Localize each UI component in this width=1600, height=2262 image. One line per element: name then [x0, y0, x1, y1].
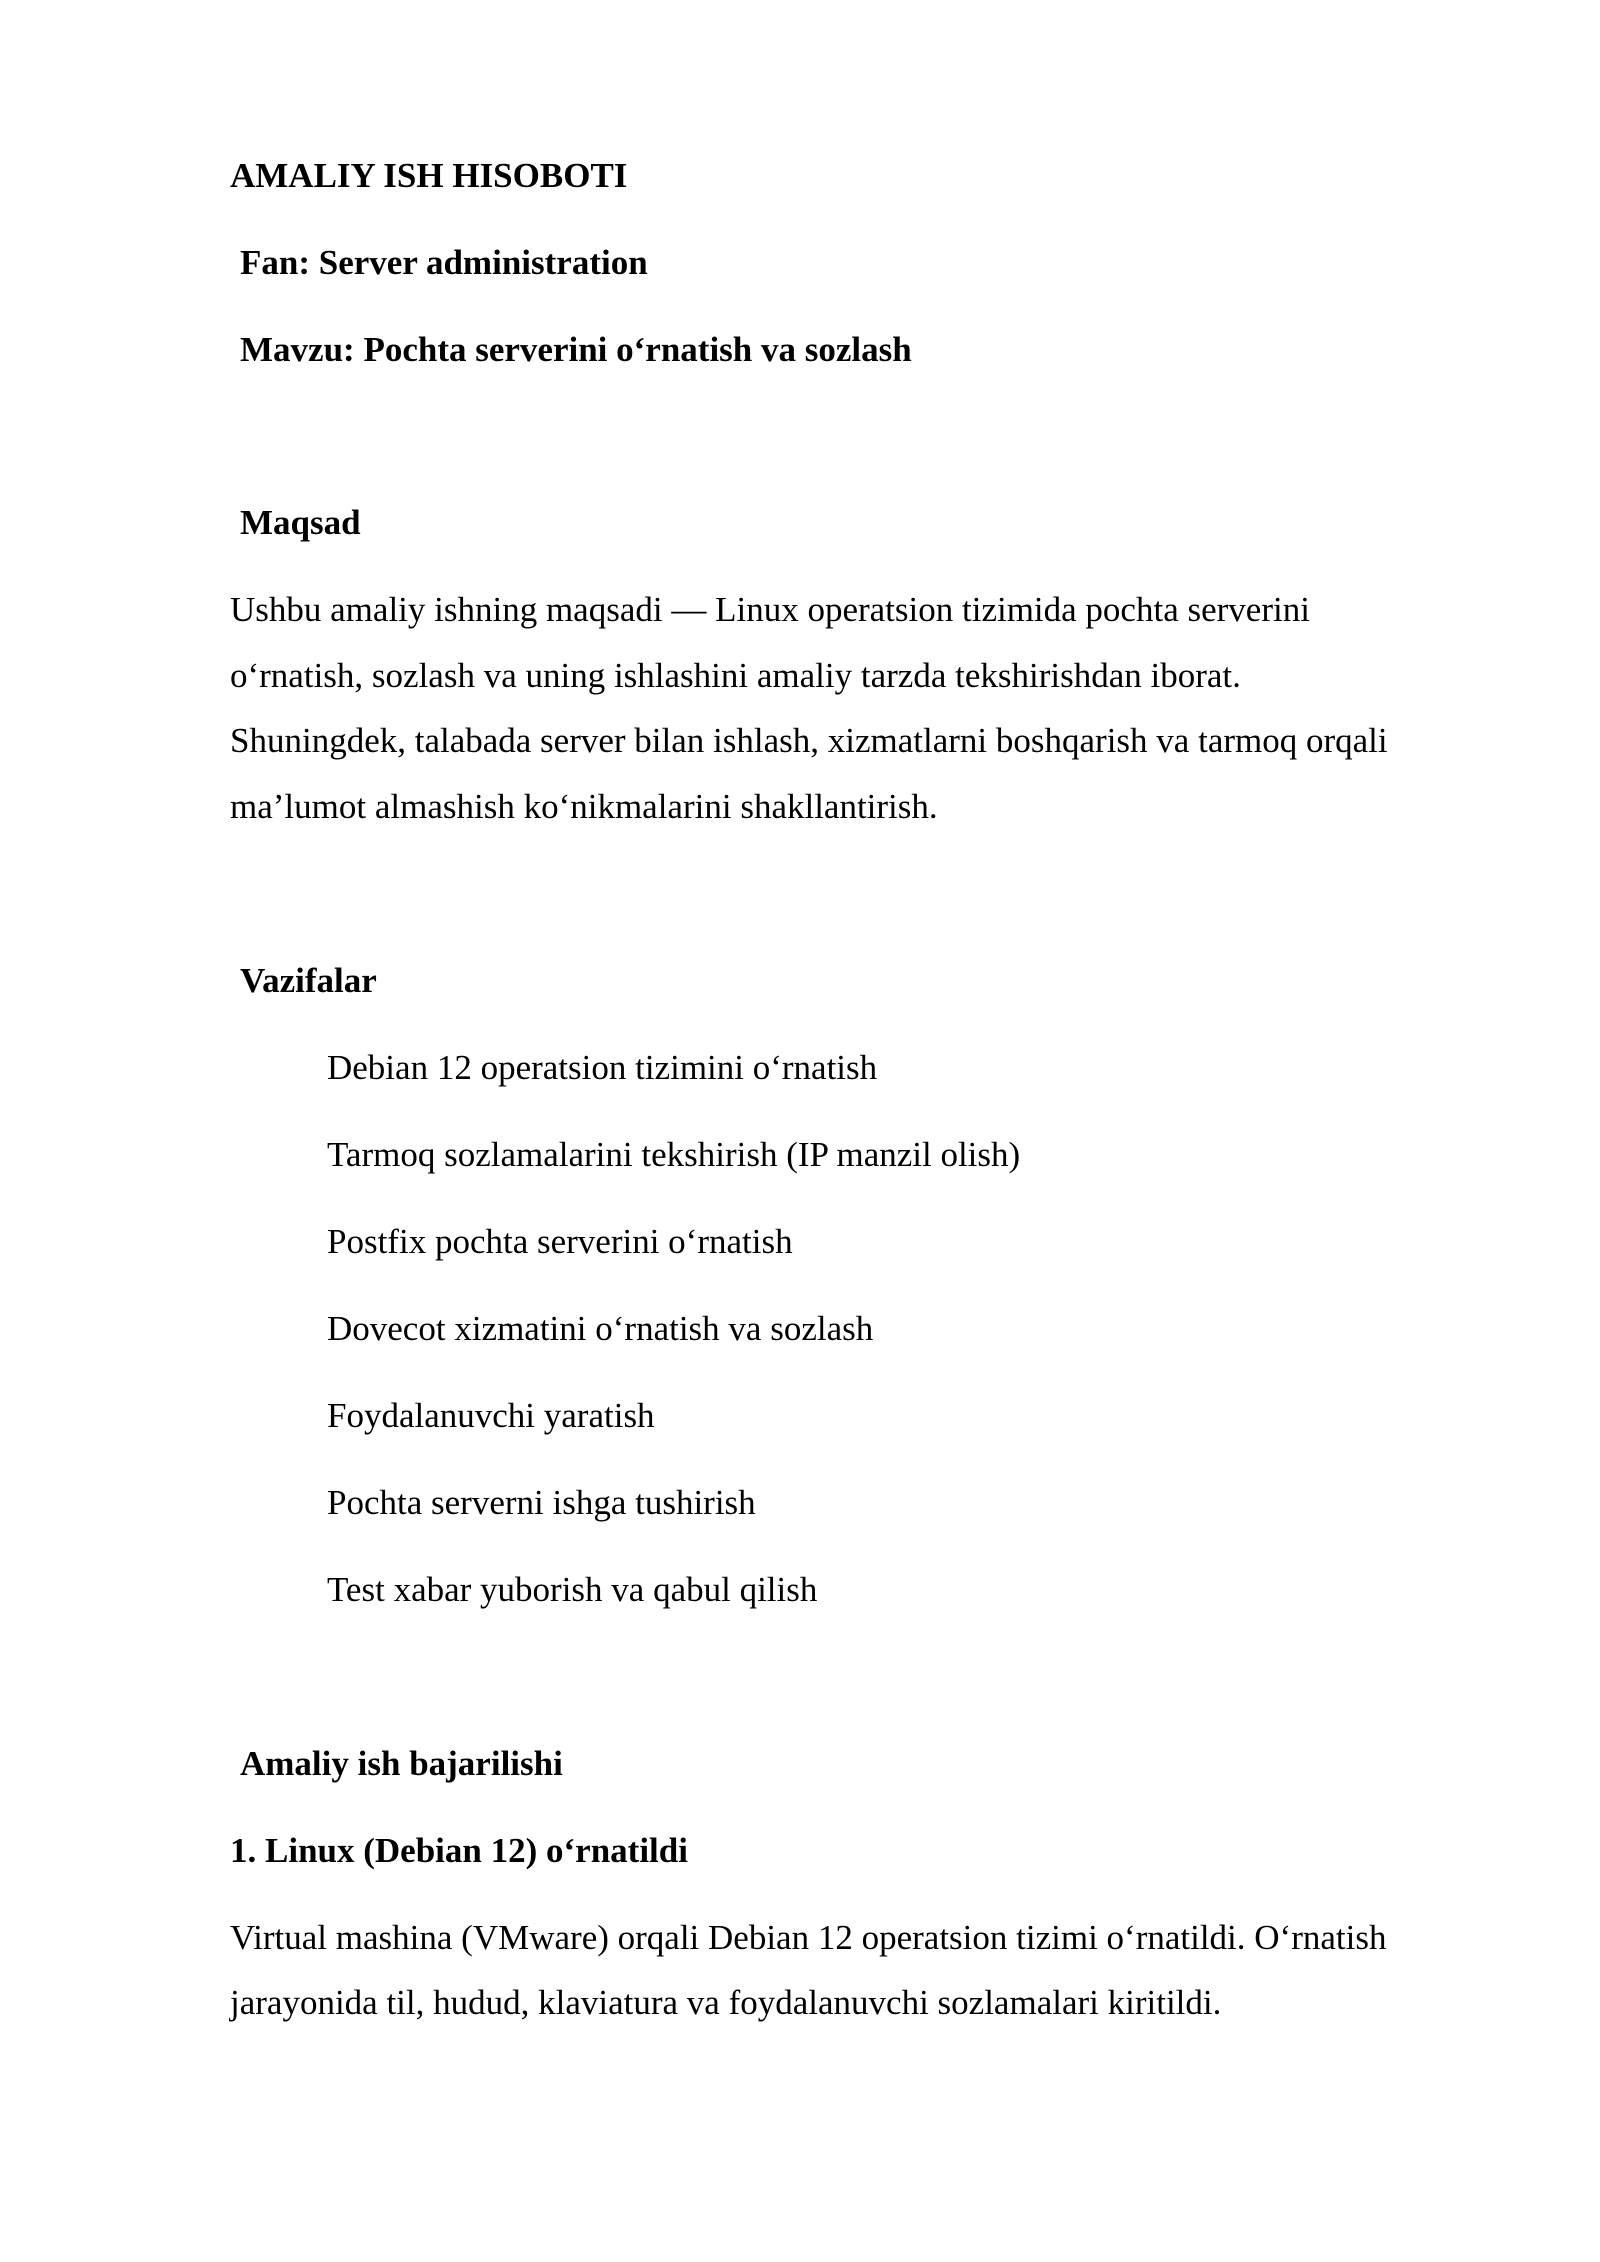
task-item: Debian 12 operatsion tizimini o‘rnatish — [327, 1048, 878, 1087]
subject-line: Fan: Server administration — [240, 243, 648, 282]
task-item: Tarmoq sozlamalarini tekshirish (IP manzil olish) — [327, 1135, 1021, 1174]
task-item: Test xabar yuborish va qabul qilish — [327, 1570, 818, 1609]
goal-heading: Maqsad — [240, 503, 361, 542]
goal-text-line: o‘rnatish, sozlash va uning ishlashini amaliy tarzda tekshirishdan iborat. — [230, 656, 1241, 695]
topic-line: Mavzu: Pochta serverini o‘rnatish va sozlash — [240, 330, 912, 369]
execution-heading: Amaliy ish bajarilishi — [240, 1744, 563, 1783]
step1-text-line: Virtual mashina (VMware) orqali Debian 12 operatsion tizimi o‘rnatildi. O‘rnatish — [230, 1918, 1387, 1957]
goal-text-line: ma’lumot almashish ko‘nikmalarini shakllantirish. — [230, 787, 938, 826]
task-item: Postfix pochta serverini o‘rnatish — [327, 1222, 793, 1261]
task-item: Foydalanuvchi yaratish — [327, 1396, 655, 1435]
step1-text-line: jarayonida til, hudud, klaviatura va foydalanuvchi sozlamalari kiritildi. — [230, 1983, 1222, 2022]
goal-text-line: Ushbu amaliy ishning maqsadi — Linux operatsion tizimida pochta serverini — [230, 590, 1310, 629]
step1-title: 1. Linux (Debian 12) o‘rnatildi — [230, 1831, 688, 1870]
task-item: Pochta serverni ishga tushirish — [327, 1483, 756, 1522]
task-item: Dovecot xizmatini o‘rnatish va sozlash — [327, 1309, 874, 1348]
report-title: AMALIY ISH HISOBOTI — [230, 156, 628, 195]
goal-text-line: Shuningdek, talabada server bilan ishlash, xizmatlarni boshqarish va tarmoq orqali — [230, 721, 1388, 760]
tasks-heading: Vazifalar — [240, 961, 377, 1000]
